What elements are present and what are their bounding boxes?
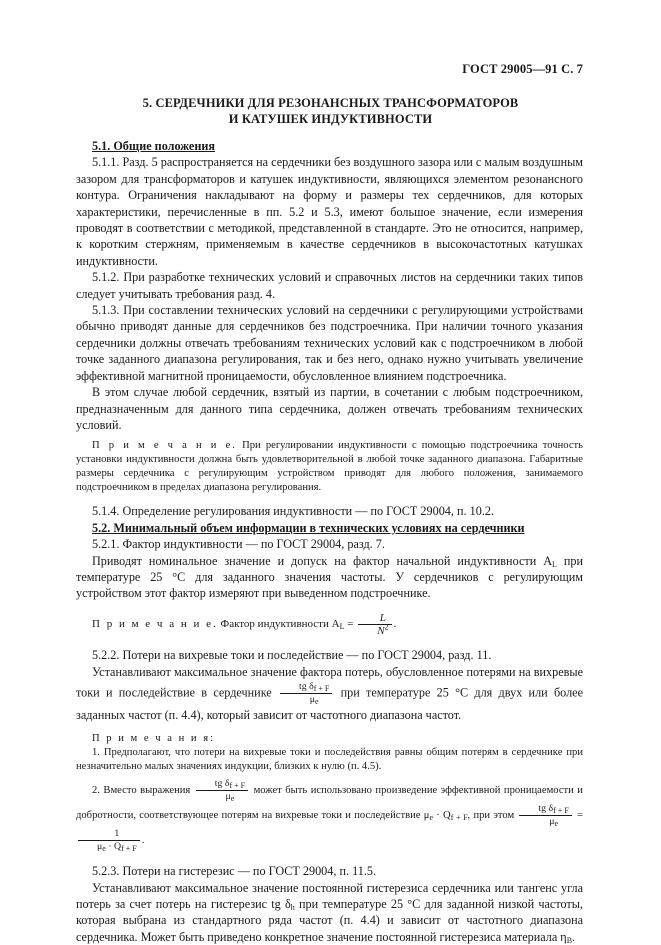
formula-rhs: $\frac{1}{\mu_e \cdot Q_{f + F}}$	[78, 828, 140, 853]
paragraph-5-1-1: 5.1.1. Разд. 5 распространяется на сердечники без воздушного зазора или с малым воздушным зазором для трансформаторов и катушек индуктивности, являющихся элементом резонансного контура. Ограничения накладывают на форму и размеры тех сердечников, для которых характеристики, перечисленные в пп. 5.2 и 5.3, имеют большое значение, если измерения проводят в соответствии с методикой, представленной в стандарте. Это не относится, например, к коротким стержням, применяемым в качестве сердечников в высокочастотных катушках индуктивности.	[76, 155, 583, 268]
paragraph-5-1-3: 5.1.3. При составлении технических условий на сердечники с регулирующими устройствами обычно приводят данные для сердечников без подстроечника. При наличии точного указания сердечники должны отвечать требованиям технических условий как с подстроечником в любой точке заданного диапазона регулирования, так и без него, однако нужно учитывать увеличение эффективной магнитной проницаемости, обусловленное влиянием подстроечника.	[76, 303, 583, 383]
page-header: ГОСТ 29005—91 С. 7	[462, 62, 583, 76]
paragraph-5-1-2: 5.1.2. При разработке технических условий и справочных листов на сердечники таких типов следует учитывать требования разд. 4.	[76, 270, 583, 301]
formula-loss-factor-note: $\frac{tg \delta_{f + F}}{\mu_e}$	[196, 778, 248, 803]
section-title-line1: 5. СЕРДЕЧНИКИ ДЛЯ РЕЗОНАНСНЫХ ТРАНСФОРМАТОРОВ	[142, 96, 519, 110]
paragraph-5-2-2: 5.2.2. Потери на вихревые токи и последействие — по ГОСТ 29004, разд. 11.	[92, 647, 492, 662]
document-body	[76, 138, 583, 945]
paragraph-5-2-3-b: Устанавливают максимальное значение постоянной гистерезиса сердечника или тангенс угла потерь за счет потерь на гистерезис tg $\delta_h$ при температуре 25 °С для заданной низкой частоты, которая выбрана из стандартного ряда частот (п. 4.4) и зависит от частотного диапазона сердечника. Может быть приведено конкретное значение постоянной гистерезиса материала $\eta_B$.	[76, 880, 583, 945]
paragraph-5-2-3: 5.2.3. Потери на гистерезис — по ГОСТ 29004, п. 11.5.	[92, 864, 377, 879]
section-title-line2: И КАТУШЕК ИНДУКТИВНОСТИ	[228, 112, 433, 126]
heading-5-2: 5.2. Минимальный объем информации в технических условиях на сердечники	[92, 520, 525, 535]
formula-lhs: $\frac{tg \delta_{f + F}}{\mu_e}$	[519, 803, 571, 828]
heading-5-1: 5.1. Общие положения	[92, 139, 215, 153]
paragraph-5-2-1-b: Приводят номинальное значение и допуск на фактор начальной индуктивности $A_L$ при температуре 25 °С для заданного значения частоты. У сердечников с регулирующим устройством этот фактор измеряют при выведенном подстроечнике.	[76, 553, 583, 601]
formula-al: $\frac{L}{N^2}$	[358, 612, 391, 637]
formula-loss-factor: $\frac{tg \delta_{f + F}}{\mu_e}$	[280, 681, 332, 706]
paragraph-5-1-3-b: В этом случае любой сердечник, взятый из партии, в сочетании с любым подстроечником, предназначенным для данного типа сердечника, должен отвечать требованиям технических условий.	[76, 385, 583, 432]
paragraph-5-2-1: 5.2.1. Фактор индуктивности — по ГОСТ 29004, разд. 7.	[92, 537, 385, 552]
note-inductance-factor: П р и м е ч а н и е. Фактор индуктивности $A_L$ = $\frac{L}{N^2}$ .	[92, 611, 397, 637]
note-1: 1. Предполагают, что потери на вихревые токи и последействия равны общим потерям в сердечнике при незначительно малых значениях индукции, близких к нулю (п. 4.5).	[76, 747, 583, 773]
note-5-1: П р и м е ч а н и е. При регулировании индуктивности с помощью подстроечника точность установки индуктивности должна быть удовлетворительной в любой точке заданного диапазона. Габаритные размеры сердечника с регулирующим устройством приводят для любого положения, занимаемого подстроечником в пределах диапазона регулирования.	[76, 440, 583, 494]
paragraph-5-2-2-b: Устанавливают максимальное значение фактора потерь, обусловленное потерями на вихревые токи и последействие в сердечнике $\frac{tg \delta_{f + F}}{\mu_e}$ при температуре 25 °С для двух или более заданных частот (п. 4.4), который зависит от частотного диапазона частот.	[76, 665, 584, 723]
notes-label: П р и м е ч а н и я:	[92, 733, 216, 745]
paragraph-5-1-4: 5.1.4. Определение регулирования индуктивности — по ГОСТ 29004, п. 10.2.	[92, 504, 494, 519]
note-2: 2. Вместо выражения $\frac{tg \delta_{f + F}}{\mu_e}$ может быть использовано произведение эффективной проницаемости и добротности, соответствующее потерям на вихревые токи и последействие $\mu_e \cdot Q_{f + F}$, при этом $\frac{tg \delta_{f + F}}{\mu_e}$ = $\frac{1}{\mu_e \cdot Q_{f + F}}$ .	[76, 778, 583, 854]
